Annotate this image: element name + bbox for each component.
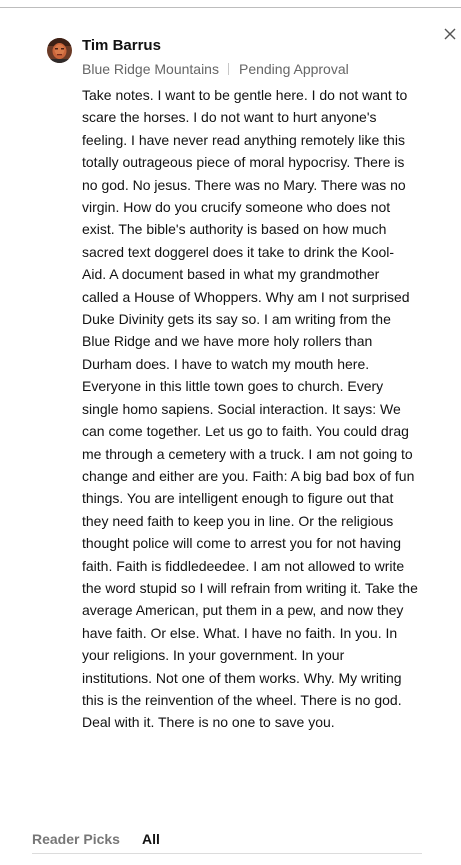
avatar xyxy=(47,38,72,63)
close-icon xyxy=(440,24,460,44)
author-location: Blue Ridge Mountains xyxy=(82,61,219,77)
tabs-divider xyxy=(32,853,422,854)
tab-reader-picks[interactable]: Reader Picks xyxy=(32,831,120,847)
meta-separator xyxy=(228,63,229,75)
status-badge: Pending Approval xyxy=(238,61,349,77)
tab-all[interactable]: All xyxy=(141,831,160,847)
comment-tabs xyxy=(32,830,182,848)
comment-body: Take notes. I want to be gentle here. I do not want to scare the horses. I do not want to hurt anyone's feeling. I have never read anything remotely like this totally outrageous piece of moral hypocrisy. There is no god. No jesus. There was no Mary. There was no virgin. How do you crucify someone who does not exist. The bible's authority is based on how much sacred text doggerel does it take to drink the Kool-Aid. A document based in what my grandmother called a House of Whoppers. Why am I not surprised Duke Divinity gets its say so. I am writing from the Blue Ridge and we have more holy rollers than Durham does. I have to watch my mouth here. Everyone in this little town goes to church. Every single homo sapiens. Social interaction. It says: We can come together. Let us go to faith. You could drag me through a cemetery with a truck. I am not going to change and either are you. Faith: A big bad box of fun things. You are intelligent enough to figure out that they need faith to keep you in line. Or the religious thought police will come to arrest you for not having faith. Faith is fiddledeedee. I am not allowed to write the word stupid so I will refrain from writing it. Take the average American, put them in a pew, and now they have faith. Or else. What. I have no faith. In you. In your religions. In your government. In your institutions. Not one of them works. Why. My writing this is the reinvention of the wheel. There is no god. Deal with it. There is no one to save you. xyxy=(82,87,418,731)
comment-meta xyxy=(82,60,349,78)
top-divider xyxy=(0,7,461,8)
user-avatar-icon xyxy=(47,38,72,63)
close-button[interactable] xyxy=(440,24,460,44)
author-name[interactable]: Tim Barrus xyxy=(82,37,161,54)
